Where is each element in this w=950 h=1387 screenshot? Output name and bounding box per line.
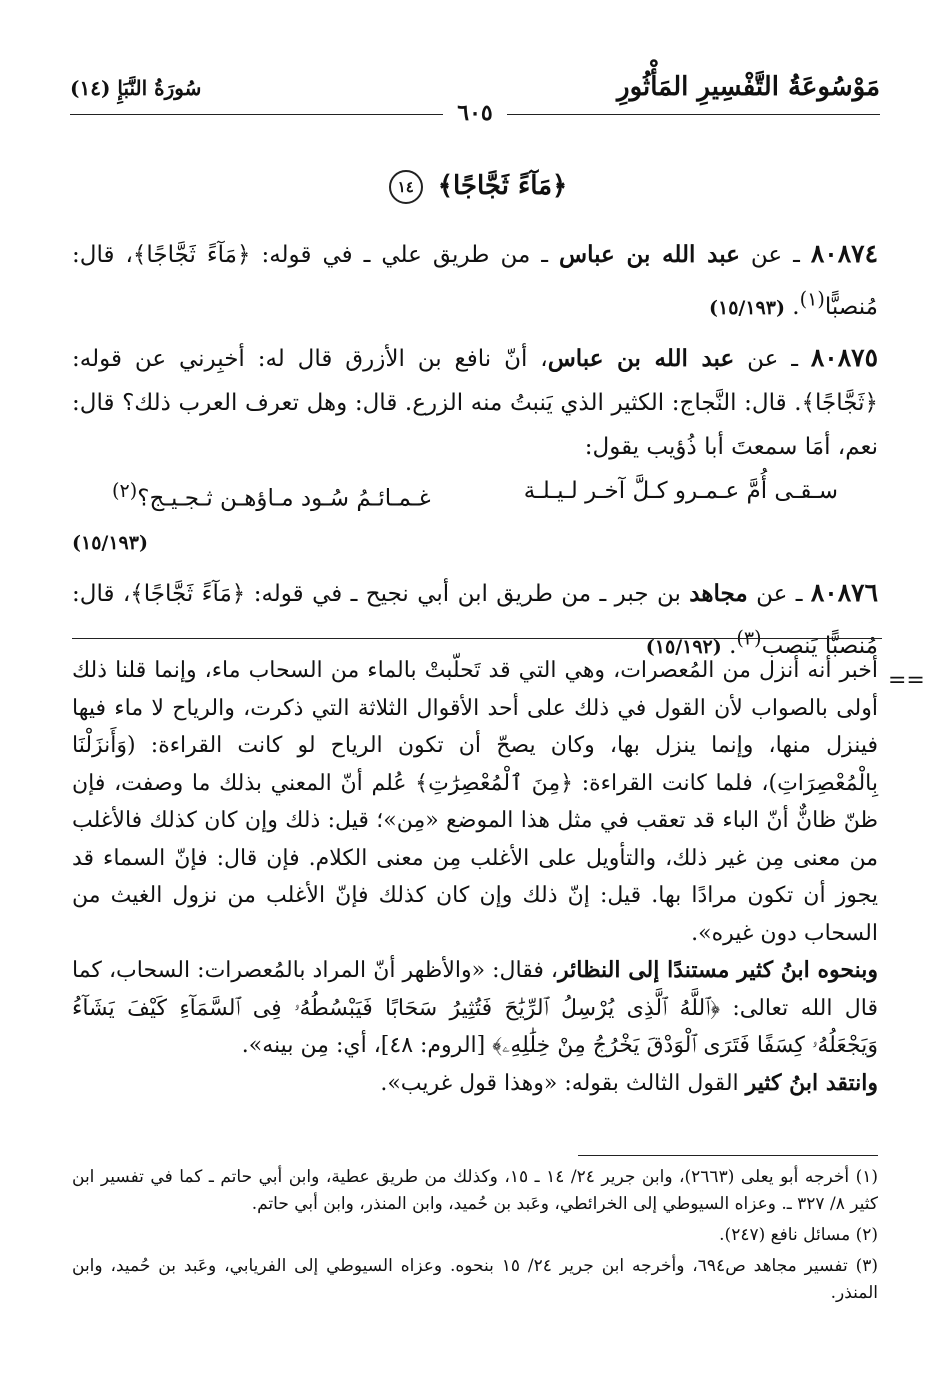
main-text: [72, 232, 878, 675]
section-divider: [72, 638, 882, 639]
entry-number: ٨٠٨٧٤: [810, 239, 879, 268]
footnote-1: (١) أخرجه أبو يعلى (٢٦٦٣)، وابن جرير ٢٤/ ١٤ ـ ١٥، وكذلك من طريق عطية، وابن أبي حاتم ـ كما في تفسير ابن كثير ٨/ ٣٢٧ ـ. وعزاه السيوطي إلى الخرائطي، وعَبد بن حُميد، وابن المنذر، وابن أبي حاتم.: [72, 1167, 879, 1214]
entry-number: ٨٠٨٧٦: [810, 578, 879, 608]
poem-verse: [72, 469, 878, 521]
entry-text: ـ عن مجاهد بن جبر ـ من طريق ابن أبي نجيح ـ في قوله: ﴿مَآءً ثَجَّاجًا﴾، قال: مُنصبًّا يَنصب$^{(٣)}$. (١٥/١٩٢): [72, 580, 878, 659]
footnotes: [72, 1164, 878, 1311]
continuation-paragraph: وانتقد ابنُ كثير القول الثالث بقوله: «وهذا قول غريب».: [380, 1069, 878, 1096]
continuation-paragraph: وبنحوه ابنُ كثير مستندًا إلى النظائر، فقال: «والأظهر أنّ المراد بالمُعصرات: السحاب، كما قال الله تعالى: ﴿ٱللَّهُ ٱلَّذِى يُرْسِلُ ٱلرِّيَٰحَ فَتُثِيرُ سَحَابًا فَيَبْسُطُهُۥ فِى ٱلسَّمَآءِ كَيْفَ يَشَآءُ وَيَجْعَلُهُۥ كِسَفًا فَتَرَى ٱلْوَدْقَ يَخْرُجُ مِنْ خِلَٰلِهِۦ﴾ [الروم: ٤٨]، أي: مِن بينه».: [72, 957, 878, 1058]
poem-hemistich-left: غـمـائـمُ سُـود مـاؤهـن ثـجـيـج؟$^{(٢)}$: [112, 478, 431, 512]
footnote-3: (٣) تفسير مجاهد ص٦٩٤، وأخرجه ابن جرير ٢٤/ ١٥ بنحوه. وعزاه السيوطي إلى الفريابي، وعَبد بن حُميد، وابن المنذر.: [72, 1256, 878, 1303]
continuation-paragraph: أخبر أنه أنزل من المُعصرات، وهي التي قد تَحلّبتْ بالماء من السحاب ماء، وإنما قلنا ذلك أولى بالصواب لأن القول في ذلك على أحد الأقوال الثلاثة التي ذكرت، والرياح لا ماء فيها فينزل منها، وإنما ينزل بها، وكان يصحّ أن تكون الرياح لو كانت القراءة: (وَأَنزَلْنَا بِالْمُعْصِرَاتِ)، فلما كانت القراءة: ﴿مِنَ ٱلْمُعْصِرَٰتِ﴾ عُلم أنّ المعني بذلك ما وصفت، فإن ظنّ ظانٌّ أنّ الباء قد تعقب في مثل هذا الموضع «مِن»؛ قيل: ذلك وإن كان كذلك فالأغلب من معنى مِن غير ذلك، والتأويل على الأغلب مِن معنى الكلام. فإن قال: فإنّ السماء قد يجوز أن تكون مرادًا بها. قيل: إنّ ذلك وإن كان كذلك فإنّ الأغلب من نزول الغيث من السحاب دون غيره».: [72, 658, 878, 946]
entry-80875: [72, 336, 878, 566]
page-number: ٦٠٥: [443, 100, 506, 126]
footnote-rule: [578, 1155, 878, 1156]
poem-hemistich-right: سـقـى أُمَّ عـمـرو كـلَّ آخـر لـيـلـة: [523, 477, 838, 504]
verse-heading-text: ﴿مَآءً ثَجَّاجًا﴾: [437, 171, 568, 201]
continued-footnote-text: [72, 652, 878, 1102]
page-header: [70, 72, 880, 132]
surah-label: سُورَةُ النَّبَإِ (١٤): [70, 76, 202, 100]
book-title: مَوْسُوعَةُ التَّفْسِيرِ المَأْثُورِ: [617, 72, 880, 102]
entry-text: ـ عن عبد الله بن عباس ـ من طريق علي ـ في قوله: ﴿مَآءً ثَجَّاجًا﴾، قال: مُنصبًّا$^{(١)}$. (١٥/١٩٣): [72, 241, 878, 320]
entry-text: ـ عن عبد الله بن عباس، أنّ نافع بن الأزرق قال له: أخبِرني عن قوله: ﴿ثَجَّاجًا﴾. قال: النَّجاج: الكثير الذي يَنبتُ منه الزرع. قال: وهل تعرف العرب ذلك؟ قال: نعم، أمَا سمعتَ أبا ذُؤيب يقول:: [72, 344, 878, 460]
poem-reference: (١٥/١٩٣): [72, 532, 148, 555]
entry-number: ٨٠٨٧٥: [810, 342, 879, 372]
continuation-marker: ==: [888, 668, 925, 693]
entry-80874: [72, 232, 878, 330]
verse-number-badge: ١٤: [389, 170, 423, 204]
footnote-2: (٢) مسائل نافع (٢٤٧).: [719, 1225, 878, 1245]
verse-heading: [0, 170, 950, 204]
